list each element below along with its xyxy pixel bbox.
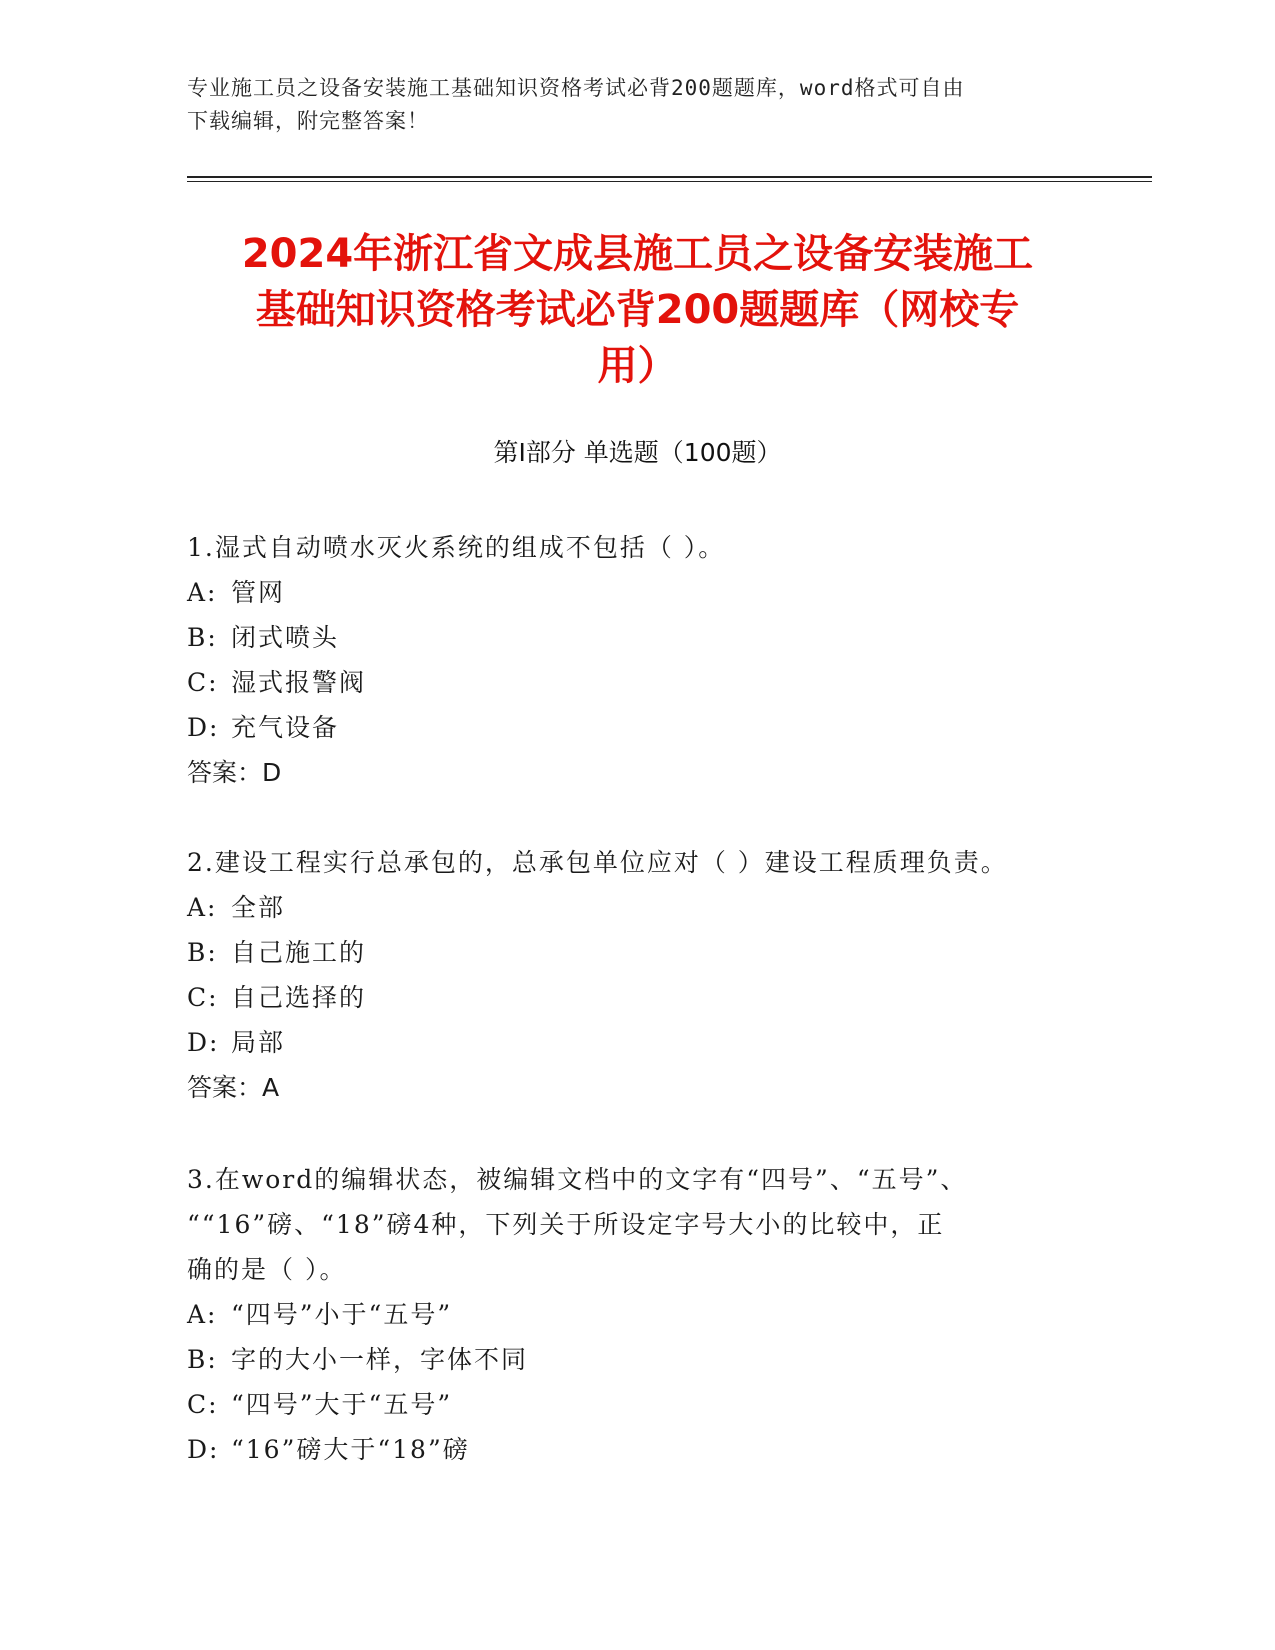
option-d bbox=[187, 705, 1067, 750]
option-c bbox=[187, 660, 1067, 705]
option-text: “四号”大于“五号” bbox=[231, 1390, 453, 1419]
option-key: D: bbox=[187, 713, 220, 742]
option-text: 自己选择的 bbox=[231, 983, 367, 1012]
question-stem-line-1: 3.在word的编辑状态，被编辑文档中的文字有“四号”、“五号”、 bbox=[187, 1165, 968, 1194]
option-key: B: bbox=[187, 1345, 218, 1374]
answer-line: 答案：A bbox=[187, 1073, 280, 1102]
answer-line: 答案：D bbox=[187, 758, 282, 787]
header-divider-thin bbox=[187, 181, 1152, 182]
question-stem: 2.建设工程实行总承包的，总承包单位应对（ ）建设工程质理负责。 bbox=[187, 848, 1008, 877]
option-key: D: bbox=[187, 1028, 220, 1057]
option-a bbox=[187, 885, 1067, 930]
option-d bbox=[187, 1020, 1067, 1065]
option-key: B: bbox=[187, 623, 218, 652]
option-text: 闭式喷头 bbox=[231, 623, 340, 652]
option-text: 全部 bbox=[231, 893, 286, 922]
option-b bbox=[187, 615, 1067, 660]
question-stem: 1.湿式自动喷水灭火系统的组成不包括（ ）。 bbox=[187, 533, 726, 562]
option-text: 字的大小一样，字体不同 bbox=[231, 1345, 529, 1374]
question-stem-line-3: 确的是（ ）。 bbox=[187, 1255, 347, 1284]
header-note-line-2: 下载编辑，附完整答案！ bbox=[187, 109, 429, 133]
header-note bbox=[187, 72, 1067, 138]
option-key: D: bbox=[187, 1435, 220, 1464]
document-title bbox=[150, 226, 1125, 394]
option-b bbox=[187, 1337, 1067, 1382]
document-title-line-2: 基础知识资格考试必背200题题库（网校专 bbox=[255, 287, 1020, 333]
option-key: B: bbox=[187, 938, 218, 967]
option-text: 局部 bbox=[231, 1028, 286, 1057]
option-text: 充气设备 bbox=[231, 713, 340, 742]
question-1 bbox=[187, 525, 1067, 795]
option-b bbox=[187, 930, 1067, 975]
document-title-line-3: 用） bbox=[597, 343, 678, 389]
option-c bbox=[187, 975, 1067, 1020]
option-key: C: bbox=[187, 1390, 219, 1419]
section-title: 第Ⅰ部分 单选题（100题） bbox=[493, 438, 782, 467]
option-text: 湿式报警阀 bbox=[231, 668, 367, 697]
option-key: A: bbox=[187, 1300, 218, 1329]
header-note-line-1: 专业施工员之设备安装施工基础知识资格考试必背200题题库，word格式可自由 bbox=[187, 76, 965, 100]
option-d bbox=[187, 1427, 1067, 1472]
option-key: A: bbox=[187, 578, 218, 607]
option-text: “四号”小于“五号” bbox=[231, 1300, 453, 1329]
header-divider-thick bbox=[187, 176, 1152, 178]
document-title-line-1: 2024年浙江省文成县施工员之设备安装施工 bbox=[241, 231, 1034, 277]
option-text: 管网 bbox=[231, 578, 286, 607]
option-key: C: bbox=[187, 983, 219, 1012]
option-a bbox=[187, 1292, 1067, 1337]
option-text: “16”磅大于“18”磅 bbox=[231, 1435, 470, 1464]
question-2 bbox=[187, 840, 1067, 1110]
option-key: A: bbox=[187, 893, 218, 922]
option-text: 自己施工的 bbox=[231, 938, 367, 967]
option-key: C: bbox=[187, 668, 219, 697]
question-3 bbox=[187, 1157, 1067, 1472]
option-a bbox=[187, 570, 1067, 615]
question-stem-line-2: ““16”磅、“18”磅4种，下列关于所设定字号大小的比较中，正 bbox=[187, 1210, 945, 1239]
option-c bbox=[187, 1382, 1067, 1427]
